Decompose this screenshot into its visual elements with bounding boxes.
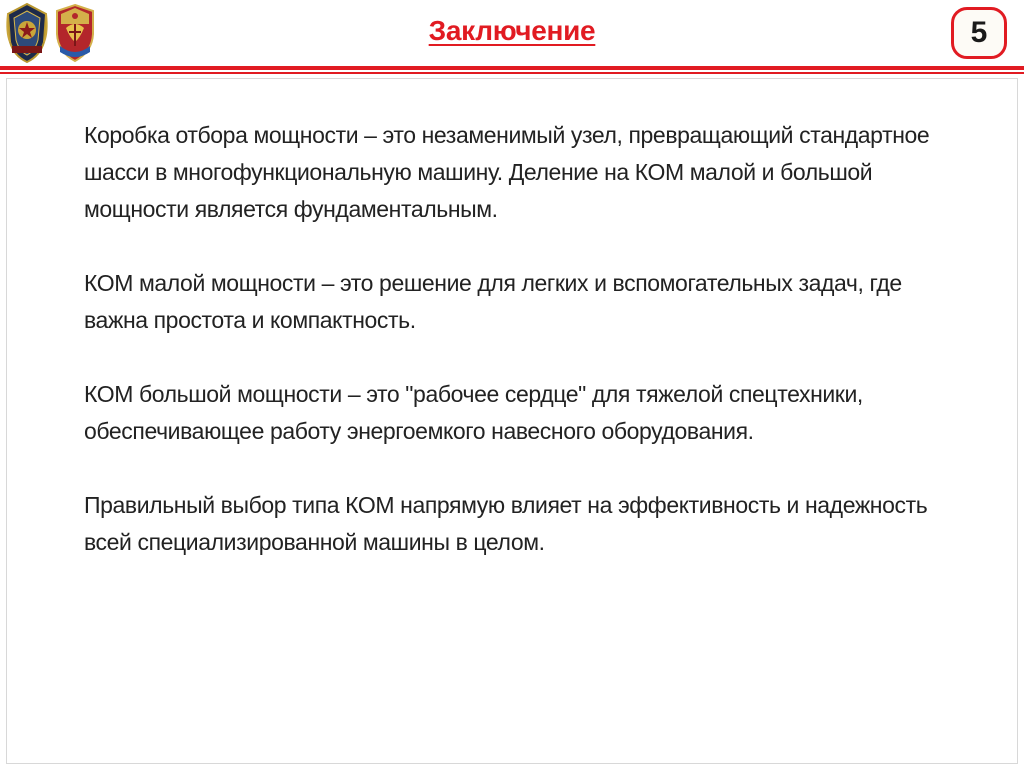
header-divider-thick (0, 66, 1024, 70)
page-number-badge: 5 (951, 7, 1007, 59)
slide-title: Заключение (428, 15, 596, 46)
paragraph-low-power: КОМ малой мощности – это решение для легких и вспомогательных задач, где важна простота и компактность. (84, 270, 902, 333)
header-divider-thin (0, 72, 1024, 74)
slide-body (84, 117, 944, 598)
paragraph-intro: Коробка отбора мощности – это незаменимый узел, превращающий стандартное шасси в многофункциональную машину. Деление на КОМ малой и большой мощности является фундаментальным. (84, 122, 930, 222)
slide-header (0, 0, 1024, 68)
paragraph-conclusion: Правильный выбор типа КОМ напрямую влияет на эффективность и надежность всей специализированной машины в целом. (84, 492, 928, 555)
paragraph-high-power: КОМ большой мощности – это "рабочее сердце" для тяжелой спецтехники, обеспечивающее работу энергоемкого навесного оборудования. (84, 381, 863, 444)
